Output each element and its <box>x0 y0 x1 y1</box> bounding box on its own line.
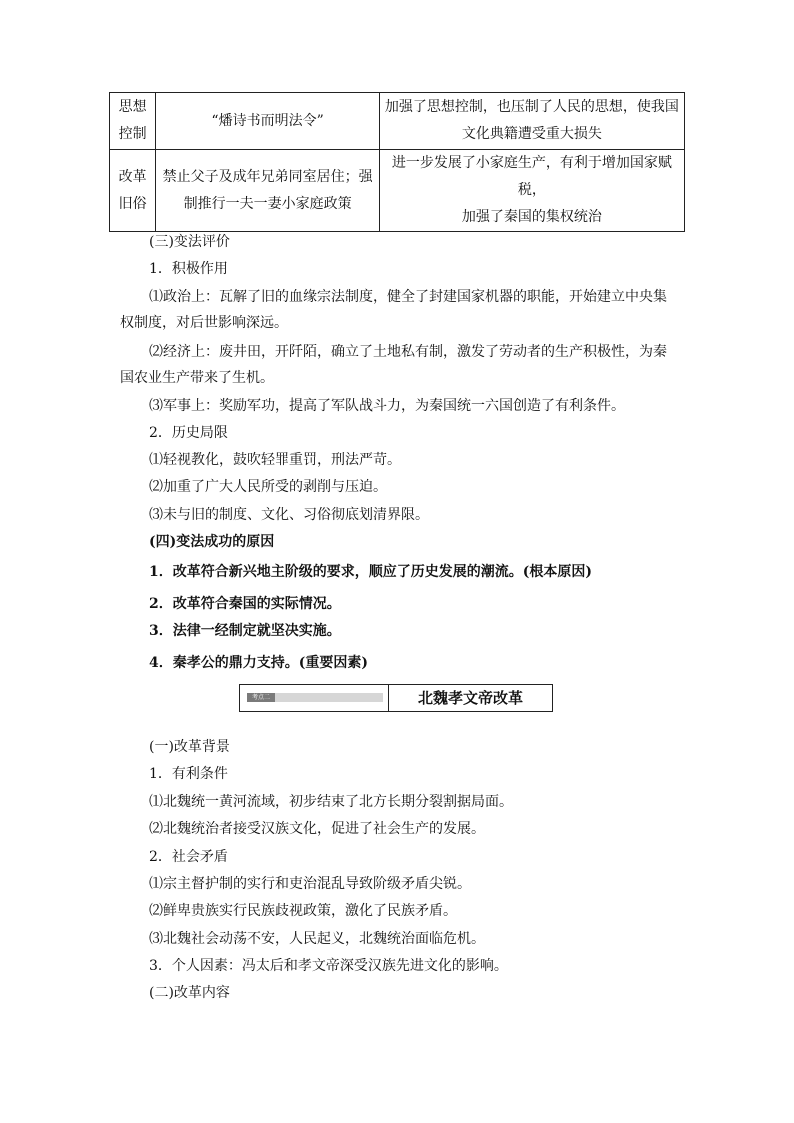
paragraph-line: 国农业生产带来了生机。 <box>120 370 274 386</box>
list-item: 2．改革符合秦国的实际情况。 <box>149 596 341 612</box>
list-item: 3．法律一经制定就坚决实施。 <box>149 623 341 639</box>
table-row <box>110 93 685 150</box>
paragraph-line: ⑶军事上：奖励军功，提高了军队战斗力，为秦国统一六国创造了有利条件。 <box>149 398 625 414</box>
section-heading: (四)变法成功的原因 <box>149 534 275 550</box>
list-item: 4．秦孝公的鼎力支持。(重要因素) <box>149 655 368 671</box>
paragraph-line: 3．个人因素：冯太后和孝文帝深受汉族先进文化的影响。 <box>149 958 508 974</box>
subsection-heading: 2．社会矛盾 <box>149 849 228 865</box>
subsection-heading: 1．积极作用 <box>149 261 228 277</box>
section-heading: (三)变法评价 <box>149 234 230 250</box>
section-title: 北魏孝文帝改革 <box>417 689 523 707</box>
paragraph-line: ⑶北魏社会动荡不安，人民起义，北魏统治面临危机。 <box>149 931 485 947</box>
paragraph-line: ⑵加重了广大人民所受的剥削与压迫。 <box>149 479 387 495</box>
table-row <box>110 150 685 232</box>
table-cell-category: 思想 控制 <box>110 93 156 150</box>
section-heading: (二)改革内容 <box>149 985 230 1001</box>
paragraph-line: ⑴北魏统一黄河流域，初步结束了北方长期分裂割据局面。 <box>149 794 513 810</box>
reform-measures-table <box>109 92 685 232</box>
paragraph-line: ⑴政治上：瓦解了旧的血缘宗法制度，健全了封建国家机器的职能，开始建立中央集 <box>149 289 667 305</box>
table-cell-measure: “燔诗书而明法令” <box>156 93 380 150</box>
paragraph-line: ⑵经济上：废井田，开阡陌，确立了土地私有制，激发了劳动者的生产积极性，为秦 <box>149 344 667 360</box>
table-cell-effect: 加强了思想控制，也压制了人民的思想，使我国 文化典籍遭受重大损失 <box>379 93 684 150</box>
paragraph-line: ⑵鲜卑贵族实行民族歧视政策，激化了民族矛盾。 <box>149 903 457 919</box>
section-tag-bar <box>247 693 383 702</box>
section-heading: (一)改革背景 <box>149 739 230 755</box>
paragraph-line: ⑴轻视教化，鼓吹轻罪重罚，刑法严苛。 <box>149 452 401 468</box>
table-cell-measure: 禁止父子及成年兄弟同室居住；强 制推行一夫一妻小家庭政策 <box>156 150 380 232</box>
subsection-heading: 1．有利条件 <box>149 766 228 782</box>
list-item: 1．改革符合新兴地主阶级的要求，顺应了历史发展的潮流。(根本原因) <box>149 564 592 580</box>
paragraph-line: 权制度，对后世影响深远。 <box>120 315 288 331</box>
paragraph-line: ⑴宗主督护制的实行和吏治混乱导致阶级矛盾尖锐。 <box>149 876 471 892</box>
table-cell-category: 改革 旧俗 <box>110 150 156 232</box>
section-title-box <box>239 684 553 712</box>
section-tag-cell <box>240 685 389 711</box>
paragraph-line: ⑶未与旧的制度、文化、习俗彻底划清界限。 <box>149 507 429 523</box>
table-cell-effect: 进一步发展了小家庭生产，有利于增加国家赋税， 加强了秦国的集权统治 <box>379 150 684 232</box>
section-tag-label: 考点二 <box>247 693 275 702</box>
paragraph-line: ⑵北魏统治者接受汉族文化，促进了社会生产的发展。 <box>149 821 485 837</box>
subsection-heading: 2．历史局限 <box>149 425 228 441</box>
